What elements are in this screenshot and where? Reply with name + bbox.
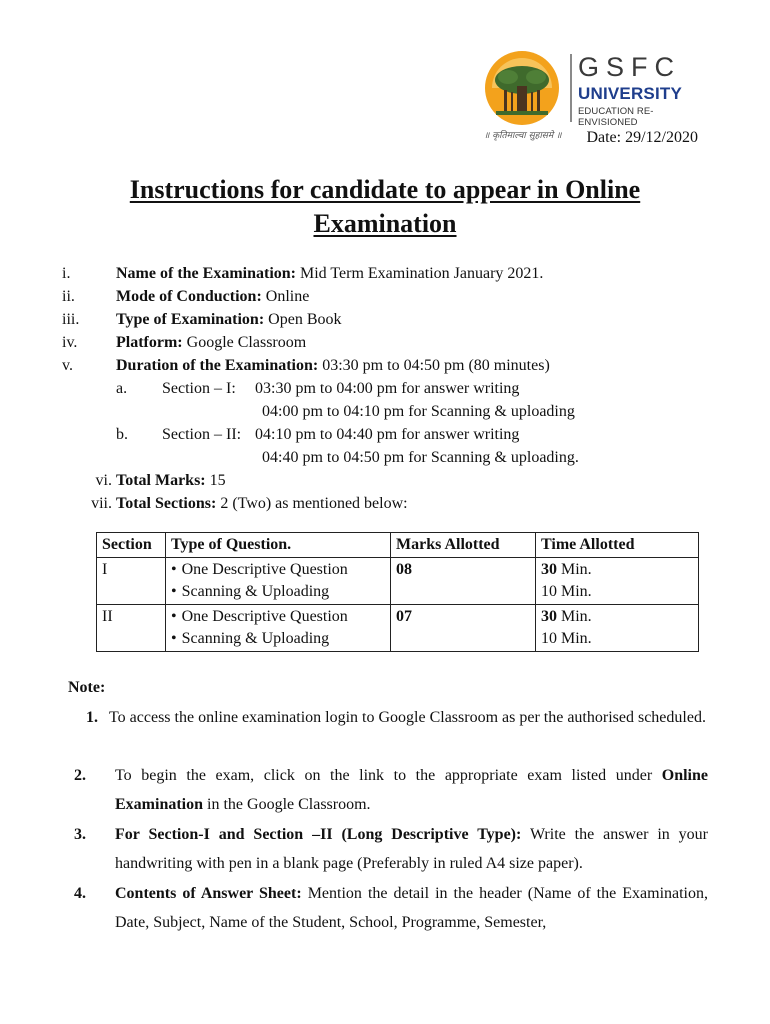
list-item xyxy=(62,310,682,333)
bullet-item: • One Descriptive Question xyxy=(171,606,385,628)
note-number: 2. xyxy=(74,767,86,784)
note-text: To access the online examination login to Google Classroom as per the authorised scheduled. xyxy=(109,709,706,726)
item-value: Online xyxy=(261,288,310,305)
sub-item-time: 04:10 pm to 04:40 pm for answer writing xyxy=(255,426,520,443)
list-item xyxy=(62,356,682,379)
note-item xyxy=(74,761,708,819)
cell-marks xyxy=(391,605,536,652)
list-item xyxy=(62,494,682,517)
table-row xyxy=(97,558,699,605)
note-text xyxy=(115,879,708,937)
note-text-part: To begin the exam, click on the link to the appropriate exam listed under xyxy=(115,767,662,784)
sections-table xyxy=(96,532,699,652)
header-time: Time Allotted xyxy=(536,533,699,558)
header-marks: Marks Allotted xyxy=(391,533,536,558)
item-number: v. xyxy=(62,357,73,374)
sub-item-label: Section – I: xyxy=(162,380,236,397)
bullet-item: • One Descriptive Question xyxy=(171,559,385,581)
item-label: Total Sections: xyxy=(116,495,217,512)
list-item xyxy=(62,264,682,287)
list-item xyxy=(62,333,682,356)
item-value: Open Book xyxy=(264,311,342,328)
sub-item xyxy=(62,379,682,402)
sub-item-number: a. xyxy=(116,380,128,397)
note-number: 3. xyxy=(74,826,86,843)
note-number: 1. xyxy=(86,709,98,726)
cell-question-type xyxy=(166,558,391,605)
cell-section: I xyxy=(97,558,166,605)
sub-item-time: 03:30 pm to 04:00 pm for answer writing xyxy=(255,380,520,397)
time-bold: 30 xyxy=(541,561,557,578)
item-value: 2 (Two) as mentioned below: xyxy=(216,495,408,512)
item-label: Name of the Examination: xyxy=(116,265,296,282)
item-number: iv. xyxy=(62,334,78,351)
marks-value: 08 xyxy=(396,561,412,578)
time-unit: Min. xyxy=(557,561,592,578)
note-heading: Note: xyxy=(68,679,106,696)
sub-item xyxy=(62,425,682,448)
list-item xyxy=(62,471,682,494)
logo-tagline: EDUCATION RE-ENVISIONED xyxy=(578,106,654,128)
note-text-bold: Online Examination xyxy=(115,767,708,813)
bullet-item: • Scanning & Uploading xyxy=(171,581,385,603)
cell-section: II xyxy=(97,605,166,652)
note-text-bold: Contents of Answer Sheet: xyxy=(115,885,302,902)
logo-divider xyxy=(570,54,572,122)
item-value: 03:30 pm to 04:50 pm (80 minutes) xyxy=(318,357,550,374)
title-line-2: Examination xyxy=(313,209,457,238)
header-question-type: Type of Question. xyxy=(166,533,391,558)
sub-item-time: 04:00 pm to 04:10 pm for Scanning & uploading xyxy=(262,403,575,420)
logo-university: UNIVERSITY xyxy=(578,84,683,103)
item-label: Mode of Conduction: xyxy=(116,288,262,305)
note-item xyxy=(74,703,708,732)
note-number: 4. xyxy=(74,885,86,902)
sub-item-time: 04:40 pm to 04:50 pm for Scanning & uploading. xyxy=(262,449,579,466)
title-line-1: Instructions for candidate to appear in Online xyxy=(129,175,641,204)
sub-item-label: Section – II: xyxy=(162,426,242,443)
note-item xyxy=(74,820,708,878)
note-text-part: in the Google Classroom. xyxy=(203,796,371,813)
cell-time xyxy=(536,558,699,605)
marks-value: 07 xyxy=(396,608,412,625)
document-date: Date: 29/12/2020 xyxy=(586,129,698,146)
instruction-list xyxy=(62,264,682,517)
note-item xyxy=(74,879,708,937)
time-unit: Min. xyxy=(557,608,592,625)
item-number: vi. xyxy=(95,472,112,489)
banyan-tree-emblem-icon xyxy=(484,50,560,126)
header-section: Section xyxy=(97,533,166,558)
note-text-part: Write the answer in your handwriting with pen in a blank page (Preferably in ruled A4 size paper). xyxy=(115,826,708,872)
item-label: Total Marks: xyxy=(116,472,206,489)
note-text xyxy=(115,761,708,819)
table-row xyxy=(97,605,699,652)
sub-item-number: b. xyxy=(116,426,128,443)
cell-marks xyxy=(391,558,536,605)
item-number: i. xyxy=(62,265,71,282)
item-number: ii. xyxy=(62,288,75,305)
item-number: vii. xyxy=(91,495,112,512)
item-value: 15 xyxy=(205,472,226,489)
item-label: Platform: xyxy=(116,334,183,351)
item-label: Type of Examination: xyxy=(116,311,265,328)
sub-item-continuation xyxy=(62,448,682,471)
document-title xyxy=(60,173,710,241)
cell-question-type xyxy=(166,605,391,652)
logo-motto: ॥ कृतिमाल्वा सुहासमे ॥ xyxy=(484,131,562,141)
item-label: Duration of the Examination: xyxy=(116,357,319,374)
note-text xyxy=(115,820,708,878)
time-value: 10 Min. xyxy=(541,630,592,647)
time-value: 10 Min. xyxy=(541,583,592,600)
item-number: iii. xyxy=(62,311,80,328)
bullet-item: • Scanning & Uploading xyxy=(171,628,385,650)
table-header-row xyxy=(97,533,699,558)
time-bold: 30 xyxy=(541,608,557,625)
list-item xyxy=(62,287,682,310)
note-text-part: Mention the detail in the header (Name of the Examination, Date, Subject, Name of the Student, School, Programme, Semester, xyxy=(115,885,709,931)
logo-name: GSFC xyxy=(578,52,682,82)
sub-item-continuation xyxy=(62,402,682,425)
cell-time xyxy=(536,605,699,652)
item-value: Mid Term Examination January 2021. xyxy=(295,265,544,282)
note-text-bold: For Section-I and Section –II (Long Descriptive Type): xyxy=(115,826,522,843)
item-value: Google Classroom xyxy=(182,334,307,351)
